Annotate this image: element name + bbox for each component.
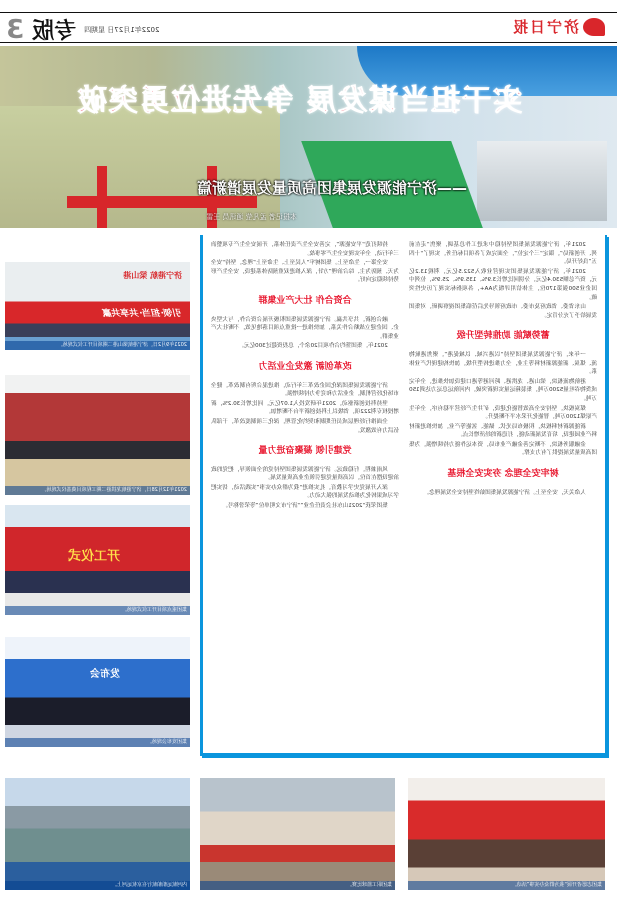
- article-column: [211, 241, 399, 747]
- canal-water: [0, 106, 280, 228]
- paragraph: 持续打造“平安能源”，完善安全生产责任体系，开展安全生产专项整治三年行动，全年实现安全生产零事故。: [211, 242, 399, 257]
- article-body: [200, 235, 607, 756]
- logo-mark-icon: [583, 18, 605, 36]
- paragraph: 山东省委、省政府及市委、市政府领导先后莅临集团视察调研，对集团发展给予了充分肯定。: [409, 304, 597, 319]
- photo-groundbreaking: [5, 262, 190, 350]
- paragraph: 一年来，济宁能源发展集团坚持“以港兴城、以城促港”，聚焦港航物流、煤炭、新能源新材料等主业，全力推进转型升级，加快构建现代产业体系。: [409, 351, 597, 376]
- paragraph: 2021年，集团签约合作项目20余个，总投资超过300亿元。: [238, 343, 388, 350]
- newspaper-logo: [511, 16, 605, 37]
- section-heading: 合资合作 壮大产业集群: [258, 295, 352, 306]
- photo-press-event: [5, 637, 190, 747]
- paragraph: 集团荣获“2021山东社会责任企业”“济宁市文明单位”等荣誉称号。: [222, 503, 388, 510]
- photo-caption: 集团重点项目开工仪式现场。: [5, 606, 190, 615]
- photo-caption: 2021年12月28日，济宁港航龙拱港二期工程项目奠基仪式现场。: [5, 486, 190, 495]
- header-rule-top: [0, 12, 617, 13]
- paragraph: 新能源新材料板块，积极布局光伏、储能、氢能等产业，加快推进新材料产业园建设，培育发展新动能，打造新的经济增长点。: [409, 423, 597, 439]
- photo-caption: 2021年9月2日，济宁港航梁山港二期项目开工仪式现场。: [5, 341, 190, 350]
- section-heading: 树牢安全理念 夯实安全根基: [447, 469, 559, 480]
- headline: 实干担当谋发展 争先进位勇突破: [75, 83, 522, 117]
- paragraph: 2021年，济宁能源发展集团实现营业收入522.5亿元，利税13.2亿元，资产总额530.4亿元，分别同比增长3.9%、135.9%、25.9%，位列中国企业500强第170位，主体信用评级为AA+，各项指标实现了历史性突破。: [409, 268, 597, 301]
- photo-foundation-ceremony: [5, 375, 190, 495]
- paragraph: 港航物流板块，梁山港、龙拱港、跨河港等港口建设加快推进，全年完成货物吞吐量5200万吨，集装箱运量实现新突破，内河航运总运力达到150万吨。: [409, 378, 597, 402]
- photo-caption: 集团职工篮球比赛。: [200, 881, 395, 890]
- photo-banner: 引领·担当·共享共赢: [103, 309, 182, 319]
- paragraph: 全面推行经理层成员任期制和契约化管理，深化三项制度改革，干部队伍活力有效激发。: [211, 418, 399, 434]
- subtitle: ——济宁能源发展集团高质量发展谱新篇: [196, 179, 467, 197]
- paragraph: 风雨兼程，行稳致远。济宁能源发展集团坚持党的全面领导，把党的政治建设摆在首位，以高质量党建引领企业高质量发展。: [211, 466, 399, 482]
- paragraph: 金融服务板块，不断完善金融产业布局，资本运作能力持续增强，为集团高质量发展提供了有力支撑。: [409, 441, 597, 457]
- edition-info: [6, 14, 160, 45]
- paragraph: 2021年，济宁能源发展集团坚持稳中求进工作总基调，聚焦“走在前列、开创新局”，锚定“三个定位”，全面完成了各项目标任务，实现了“十四五”良好开局。: [409, 242, 597, 266]
- paragraph: 融合创新，共享共赢。济宁能源发展集团积极开展合资合作，与大型央企、国企建立战略合作关系，加快推进一批重点项目落地见效，不断壮大产业集群。: [211, 316, 399, 340]
- section-heading: 蓄势赋能 助推转型升级: [456, 331, 550, 342]
- paragraph: 煤炭板块，坚持安全高效智能化建设，矿井生产经营平稳有序，全年生产原煤1200万吨，智能化开采水平不断提升。: [409, 405, 597, 421]
- crane-leg: [97, 166, 107, 228]
- photo-sign: 济宁港航 梁山港: [123, 271, 182, 280]
- issue-date: 2022年1月27日 星期四: [84, 25, 160, 34]
- page-number: 3: [6, 14, 25, 45]
- photo-project-launch: [5, 505, 190, 615]
- edition-name: 专版: [32, 19, 77, 44]
- logo-text: 济宁日报: [510, 18, 579, 36]
- photo-sign: 开工仪式: [67, 549, 120, 564]
- photo-volunteers: [408, 778, 605, 890]
- paragraph: 人命关天，安全至上。济宁能源发展集团始终坚持安全发展理念。: [423, 489, 586, 496]
- paragraph: 济宁能源发展集团深化国企改革三年行动，推进混合所有制改革，健全市场化经营机制，企业活力和竞争力持续增强。: [211, 382, 399, 398]
- photo-sign: 发布会: [90, 669, 120, 680]
- section-heading: 党建引领 凝聚奋进力量: [258, 446, 352, 457]
- byline: 本报记者 孟凡莹 通讯员 王雷: [206, 213, 297, 221]
- photo-caption: 内河航运船舶航行在京杭运河上。: [5, 881, 190, 890]
- paragraph: 安全第一，生命至上。集团树牢“人民至上、生命至上”理念，坚持“安全为天、预防为主、综合治理”方针，深入推进双重预防体系建设，安全生产形势持续稳定向好。: [211, 260, 399, 284]
- hero-photo: [0, 46, 617, 228]
- paragraph: 坚持科技创新驱动，2021年研发投入1.07亿元，同比增长30.2%，新增授权专利222项，省级以上科技创新平台不断增加。: [211, 400, 399, 416]
- article-column: [409, 241, 597, 747]
- photo-cargo-ship: [5, 778, 190, 890]
- photo-caption: 集团发布会现场。: [5, 738, 190, 747]
- port-buildings: [477, 141, 607, 221]
- paragraph: 深入开展党史学习教育，扎实推进“我为群众办实事”实践活动，切实把学习成果转化为推动发展的强大动力。: [211, 484, 399, 500]
- photo-basketball: [200, 778, 395, 890]
- section-heading: 改革创新 激发企业活力: [258, 361, 352, 372]
- photo-caption: 集团志愿者开展“我为群众办实事”活动。: [408, 881, 605, 890]
